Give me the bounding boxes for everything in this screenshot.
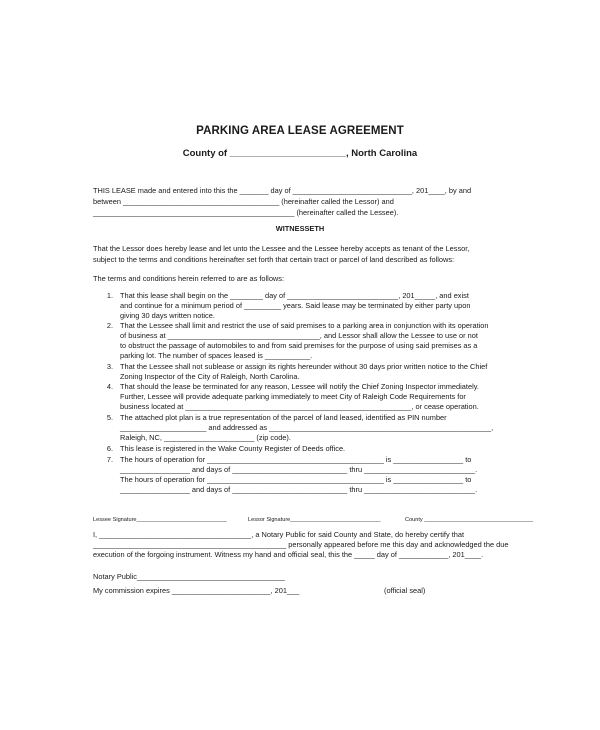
item-line: of business at _____________________________________, and Lessor shall allow the Lessee to use or not <box>120 331 478 340</box>
item-line: That the Lessee shall limit and restrict the use of said premises to a parking area in conjunction with its operation <box>120 321 489 330</box>
item-line: parking lot. The number of spaces leased is ___________. <box>120 351 313 360</box>
item-line: This lease is registered in the Wake County Register of Deeds office. <box>120 444 346 453</box>
lessee-signature-line: Lessee Signature_____________________________ <box>93 517 227 523</box>
lessor-signature-line: Lessor Signature_____________________________ <box>248 517 381 523</box>
item-line: _____________________ and addressed as ______________________________________________________, <box>120 423 494 432</box>
item-number: 7. <box>106 455 113 464</box>
document-subtitle: County of ______________________, North Carolina <box>182 148 418 159</box>
recital-line: subject to the terms and conditions hereinafter set forth that certain tract or parcel of land described as follows: <box>93 255 455 264</box>
item-line: business located at _______________________________________________________, or cease operation. <box>120 402 479 411</box>
notary-public-line: Notary Public____________________________________ <box>93 572 285 581</box>
county-line: County ___________________________________ <box>405 517 534 523</box>
intro-line: _________________________________________________ (hereinafter called the Lessee). <box>93 208 399 217</box>
item-number: 1. <box>106 291 113 300</box>
witnesseth-heading: WITNESSETH <box>275 224 325 233</box>
item-number: 2. <box>106 321 113 330</box>
item-line: That the Lessee shall not sublease or assign its rights hereunder without 30 days prior written notice to the Chief <box>120 362 488 371</box>
item-number: 3. <box>106 362 113 371</box>
item-number: 4. <box>106 382 113 391</box>
commission-line: My commission expires ________________________, 201___ <box>93 586 300 595</box>
notary-line: execution of the forgoing instrument. Witness my hand and official seal, this the _____ day of ____________, 201____. <box>93 550 484 559</box>
item-line: The hours of operation for ___________________________________________ is _________________ to <box>120 475 472 484</box>
item-line: Further, Lessee will provide adequate parking immediately to meet City of Raleigh Code Requirements for <box>120 392 466 401</box>
item-line: _________________ and days of ____________________________ thru ___________________________. <box>120 485 478 494</box>
item-line: and continue for a minimum period of _________ years. Said lease may be terminated by either party upon <box>120 301 471 310</box>
document-title: PARKING AREA LEASE AGREEMENT <box>196 125 404 137</box>
item-line: Raleigh, NC, ______________________ (zip code). <box>120 433 291 442</box>
item-line: giving 30 days written notice. <box>120 311 215 320</box>
item-line: _________________ and days of ____________________________ thru ___________________________. <box>120 465 478 474</box>
item-line: to obstruct the passage of automobiles to and from said premises for the purpose of using said premises as a <box>120 341 478 350</box>
item-line: The attached plot plan is a true representation of the parcel of land leased, identified as PIN number <box>120 413 447 422</box>
intro-line: between ______________________________________ (hereinafter called the Lessor) and <box>93 197 394 206</box>
item-line: The hours of operation for ___________________________________________ is _________________ to <box>120 455 472 464</box>
terms-intro: The terms and conditions herein referred to are as follows: <box>93 274 285 283</box>
recital-line: That the Lessor does hereby lease and let unto the Lessee and the Lessee hereby accepts as tenant of the Lessor, <box>93 244 470 253</box>
item-number: 6. <box>106 444 113 453</box>
item-number: 5. <box>106 413 113 422</box>
intro-line: THIS LEASE made and entered into this the _______ day of _____________________________, 201____, by and <box>93 186 472 195</box>
notary-line: I, _____________________________________, a Notary Public for said County and State, do hereby certify that <box>93 530 465 539</box>
item-line: That this lease shall begin on the ________ day of ___________________________, 201_____, and exist <box>120 291 469 300</box>
item-line: That should the lease be terminated for any reason, Lessee will notify the Chief Zoning Inspector immediately. <box>120 382 479 391</box>
notary-line: _______________________________________________ personally appeared before me this day and acknowledged the due <box>93 540 509 549</box>
official-seal-label: (official seal) <box>384 586 426 595</box>
item-line: Zoning Inspector of the City of Raleigh, North Carolina. <box>120 372 300 381</box>
